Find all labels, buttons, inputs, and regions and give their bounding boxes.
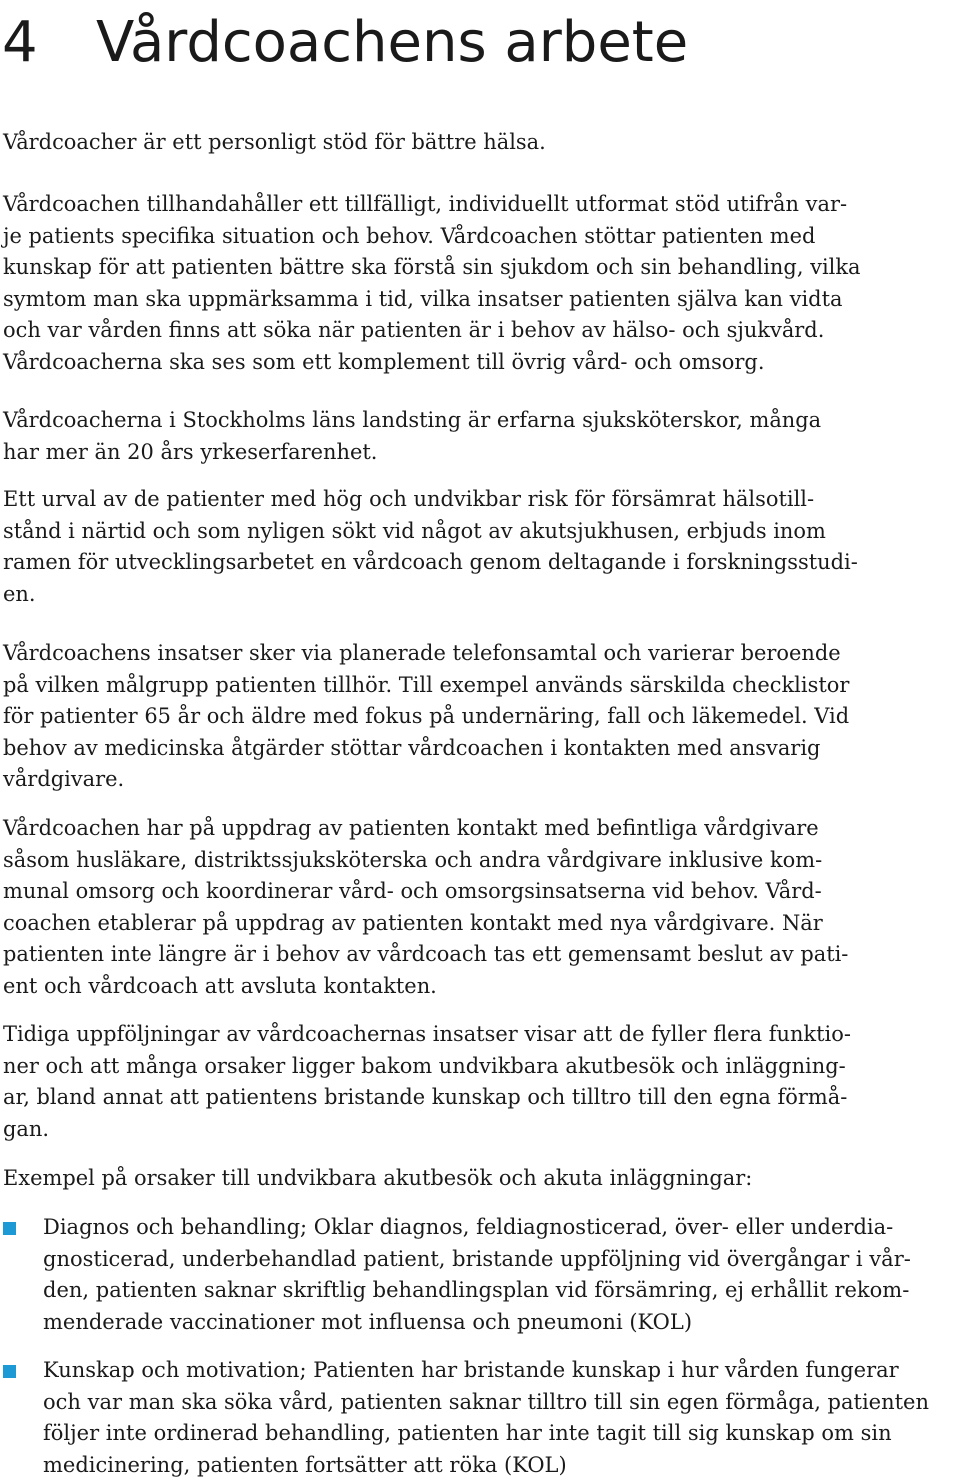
text-line: ar, bland annat att patientens bristande kunskap och tilltro till den egna förmå-: [3, 1085, 848, 1109]
text-line: ramen för utvecklingsarbetet en vårdcoach genom deltagande i forskningsstudi-: [3, 550, 858, 574]
square-bullet-icon: [3, 1365, 16, 1378]
paragraph-intro: [3, 127, 958, 159]
paragraph-selection: [3, 484, 958, 610]
text-line: vårdgivare.: [3, 767, 125, 791]
text-line: Vårdcoachens insatser sker via planerade telefonsamtal och varierar beroende: [3, 641, 841, 665]
text-line: såsom husläkare, distriktssjuksköterska och andra vårdgivare inklusive kom-: [3, 847, 823, 872]
text-line: Ett urval av de patienter med hög och undvikbar risk för försämrat hälsotill-: [3, 487, 815, 511]
paragraph-interventions: [3, 638, 958, 796]
text-line: Vårdcoacherna i Stockholms läns landsting är erfarna sjuksköterskor, många: [3, 408, 822, 432]
text-line: gan.: [3, 1116, 50, 1141]
text-line: och var vården finns att söka när patienten är i behov av hälso- och sjukvård.: [3, 318, 825, 342]
text-line: Kunskap och motivation; Patienten har bristande kunskap i hur vården fungerar: [43, 1358, 899, 1382]
text-line: har mer än 20 års yrkeserfarenhet.: [3, 439, 378, 464]
text-line: Vårdcoacher är ett personligt stöd för bättre hälsa.: [3, 130, 546, 154]
text-line: Diagnos och behandling; Oklar diagnos, feldiagnosticerad, över- eller underdia-: [43, 1215, 894, 1239]
text-line: ner och att många orsaker ligger bakom undvikbara akutbesök och inläggning-: [3, 1053, 846, 1078]
text-line: den, patienten saknar skriftlig behandlingsplan vid försämring, ej erhållit rekom-: [43, 1278, 910, 1302]
bullet-text: [43, 1212, 911, 1338]
text-line: och var man ska söka vård, patienten saknar tilltro till sin egen förmåga, patienten: [43, 1389, 930, 1414]
paragraph-contacts: [3, 813, 958, 1002]
text-line: Vårdcoacherna ska ses som ett komplement till övrig vård- och omsorg.: [3, 349, 765, 374]
paragraph-followups: [3, 1019, 958, 1145]
text-line: Tidiga uppföljningar av vårdcoachernas insatser visar att de fyller flera funktio-: [3, 1022, 851, 1046]
text-line: stånd i närtid och som nyligen sökt vid något av akutsjukhusen, erbjuds inom: [3, 518, 826, 543]
text-line: Exempel på orsaker till undvikbara akutbesök och akuta inläggningar:: [3, 1166, 753, 1190]
paragraph-nurses: [3, 405, 958, 468]
text-line: kunskap för att patienten bättre ska förstå sin sjukdom och sin behandling, vilka: [3, 255, 861, 279]
text-line: coachen etablerar på uppdrag av patienten kontakt med nya vårdgivare. När: [3, 910, 823, 935]
text-line: ent och vårdcoach att avsluta kontakten.: [3, 973, 437, 998]
text-line: följer inte ordinerad behandling, patienten har inte tagit till sig kunskap om sin: [43, 1421, 892, 1445]
text-line: Vårdcoachen tillhandahåller ett tillfälligt, individuellt utformat stöd utifrån var-: [3, 192, 848, 216]
text-line: menderade vaccinationer mot influensa och pneumoni (KOL): [43, 1309, 693, 1334]
bullet-text: [43, 1355, 929, 1481]
chapter-number: 4: [2, 10, 38, 75]
square-bullet-icon: [3, 1222, 16, 1235]
text-line: patienten inte längre är i behov av vårdcoach tas ett gemensamt beslut av pati-: [3, 942, 849, 966]
text-line: symtom man ska uppmärksamma i tid, vilka insatser patienten själva kan vidta: [3, 286, 843, 311]
paragraph-support: [3, 189, 958, 378]
text-line: för patienter 65 år och äldre med fokus på undernäring, fall och läkemedel. Vid: [3, 704, 850, 728]
chapter-title: Vårdcoachens arbete: [96, 10, 689, 75]
paragraph-examples-intro: [3, 1163, 958, 1195]
text-line: på vilken målgrupp patienten tillhör. Till exempel används särskilda checklistor: [3, 672, 850, 697]
text-line: je patients specifika situation och behov. Vårdcoachen stöttar patienten med: [3, 223, 816, 248]
text-line: gnosticerad, underbehandlad patient, bristande uppföljning vid övergångar i vår-: [43, 1246, 911, 1271]
text-line: Vårdcoachen har på uppdrag av patienten kontakt med befintliga vårdgivare: [3, 816, 819, 840]
text-line: munal omsorg och koordinerar vård- och omsorgsinsatserna vid behov. Vård-: [3, 879, 822, 903]
text-line: medicinering, patienten fortsätter att röka (KOL): [43, 1452, 567, 1477]
text-line: behov av medicinska åtgärder stöttar vårdcoachen i kontakten med ansvarig: [3, 735, 821, 760]
text-line: en.: [3, 581, 36, 606]
chapter-heading: [2, 8, 688, 78]
